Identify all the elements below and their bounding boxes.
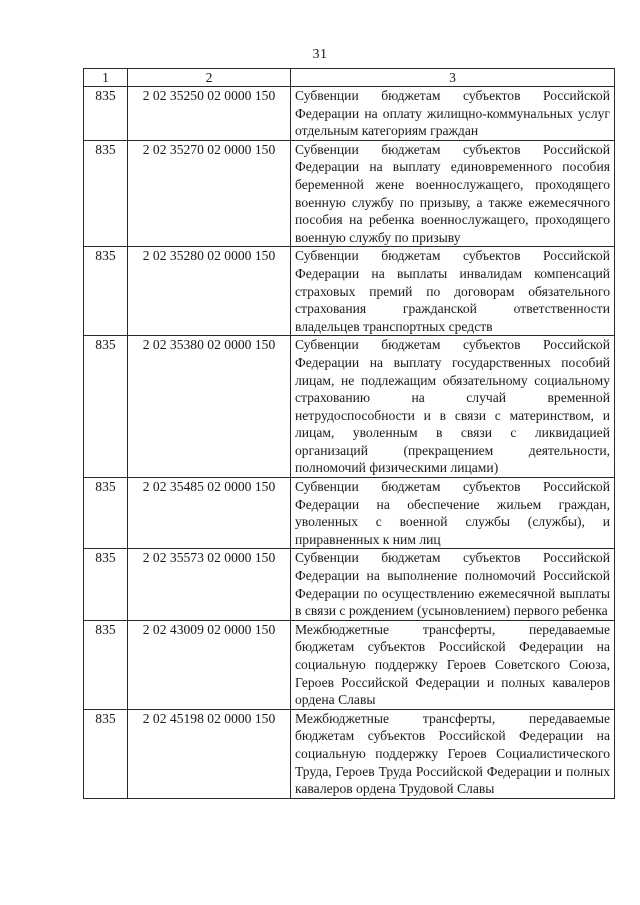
budget-code-cell: 2 02 43009 02 0000 150: [128, 620, 291, 709]
admin-code-cell: 835: [84, 247, 128, 336]
table-row: [84, 140, 615, 247]
description-cell: Субвенции бюджетам субъектов Российской Федерации на выплату единовременного пособия беременной жене военнослужащего, проходящего военную службу по призыву, а также ежемесячного пособия на ребенка военнослужащего, проходящего военную службу по призыву: [291, 140, 615, 247]
column-header-1: 1: [84, 69, 128, 87]
admin-code-cell: 835: [84, 140, 128, 247]
budget-codes-table: [83, 68, 615, 799]
page-number: 31: [312, 47, 328, 62]
description-cell: Субвенции бюджетам субъектов Российской Федерации на выполнение полномочий Российской Федерации по осуществлению ежемесячной выплаты в связи с рождением (усыновлением) первого ребенка: [291, 549, 615, 620]
column-header-3: 3: [291, 69, 615, 87]
description-cell: Субвенции бюджетам субъектов Российской Федерации на обеспечение жильем граждан, уволенных с военной службы (службы), и приравненных к ним лиц: [291, 478, 615, 549]
table-row: [84, 549, 615, 620]
admin-code-cell: 835: [84, 709, 128, 798]
budget-code-cell: 2 02 35280 02 0000 150: [128, 247, 291, 336]
column-header-2: 2: [128, 69, 291, 87]
budget-code-cell: 2 02 35485 02 0000 150: [128, 478, 291, 549]
table-header-row: [84, 69, 615, 87]
table-row: [84, 336, 615, 478]
table-row: [84, 620, 615, 709]
description-cell: Субвенции бюджетам субъектов Российской Федерации на оплату жилищно-коммунальных услуг отдельным категориям граждан: [291, 87, 615, 141]
admin-code-cell: 835: [84, 336, 128, 478]
table-row: [84, 247, 615, 336]
table-row: [84, 709, 615, 798]
admin-code-cell: 835: [84, 478, 128, 549]
budget-code-cell: 2 02 35270 02 0000 150: [128, 140, 291, 247]
admin-code-cell: 835: [84, 87, 128, 141]
description-cell: Межбюджетные трансферты, передаваемые бюджетам субъектов Российской Федерации на социальную поддержку Героев Советского Союза, Героев Российской Федерации и полных кавалеров ордена Славы: [291, 620, 615, 709]
budget-code-cell: 2 02 35380 02 0000 150: [128, 336, 291, 478]
budget-code-cell: 2 02 35250 02 0000 150: [128, 87, 291, 141]
table-row: [84, 87, 615, 141]
description-cell: Субвенции бюджетам субъектов Российской Федерации на выплату государственных пособий лицам, не подлежащим обязательному социальному страхованию на случай временной нетрудоспособности и в связи с материнством, и лицам, уволенным в связи с ликвидацией организаций (прекращением деятельности, полномочий физическими лицами): [291, 336, 615, 478]
budget-code-cell: 2 02 45198 02 0000 150: [128, 709, 291, 798]
description-cell: Межбюджетные трансферты, передаваемые бюджетам субъектов Российской Федерации на социальную поддержку Героев Социалистического Труда, Героев Труда Российской Федерации и полных кавалеров ордена Трудовой Славы: [291, 709, 615, 798]
budget-code-cell: 2 02 35573 02 0000 150: [128, 549, 291, 620]
description-cell: Субвенции бюджетам субъектов Российской Федерации на выплаты инвалидам компенсаций страховых премий по договорам обязательного страхования гражданской ответственности владельцев транспортных средств: [291, 247, 615, 336]
admin-code-cell: 835: [84, 620, 128, 709]
table-row: [84, 478, 615, 549]
admin-code-cell: 835: [84, 549, 128, 620]
